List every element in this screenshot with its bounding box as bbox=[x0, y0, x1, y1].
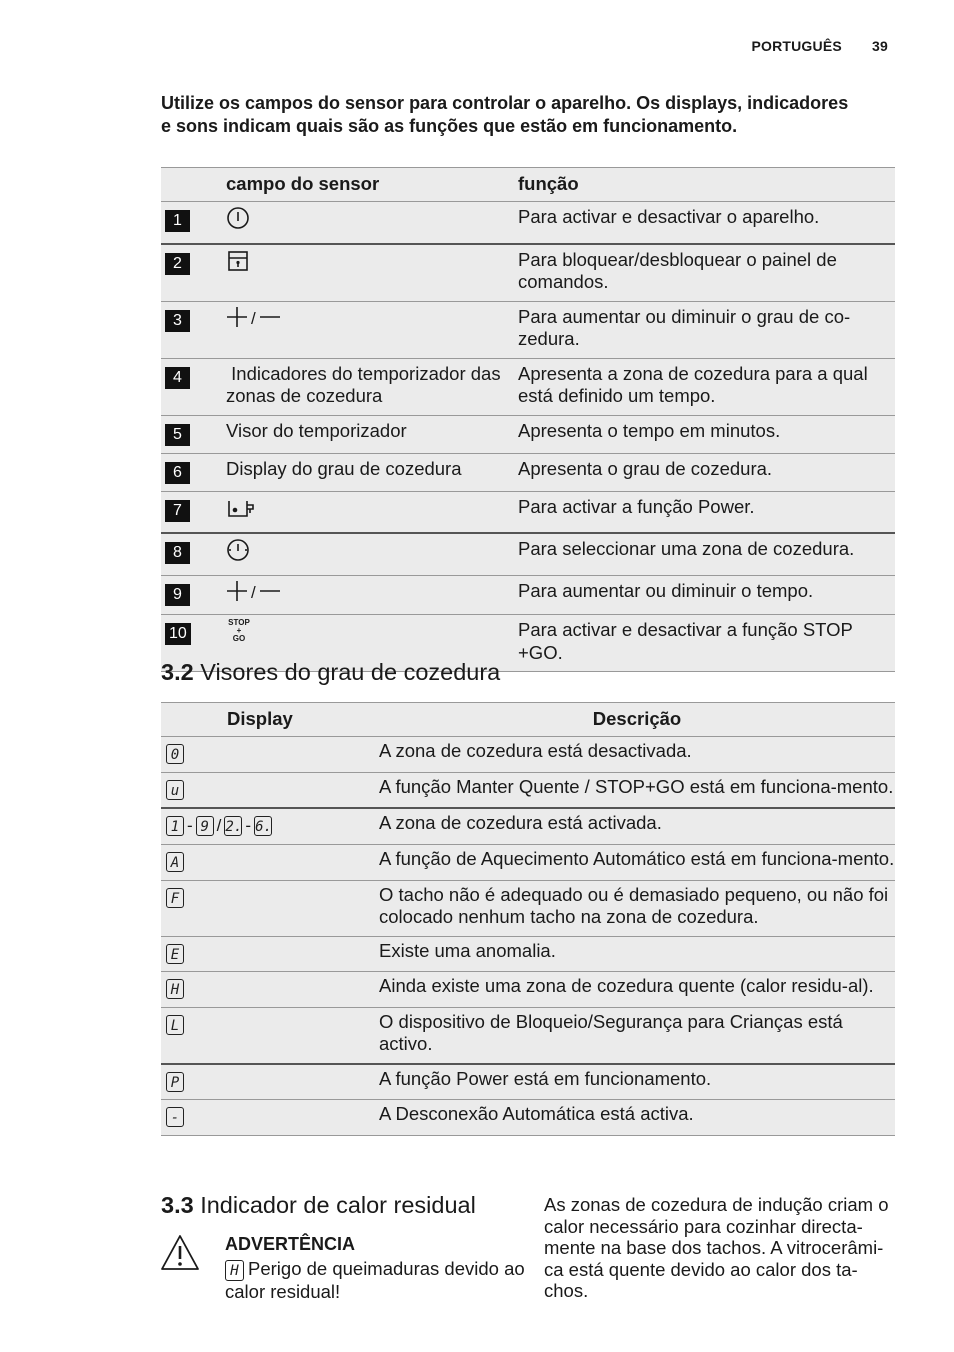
display-symbol-cell bbox=[161, 845, 379, 881]
display-description: A função de Aquecimento Automático está em funciona-mento. bbox=[379, 848, 895, 870]
segment-display-icon: 9 bbox=[196, 816, 214, 836]
function-description: Para activar e desactivar a função STOP +GO. bbox=[518, 619, 853, 663]
function-description: Para aumentar ou diminuir o grau de co-zedura. bbox=[518, 305, 851, 349]
display-symbol-cell bbox=[161, 972, 379, 1008]
display-table-row bbox=[161, 772, 895, 808]
sensor-field-cell bbox=[226, 358, 518, 415]
power-icon bbox=[226, 206, 250, 236]
segment-display-icon: 6. bbox=[254, 816, 272, 836]
section-number: 3.2 bbox=[161, 659, 194, 685]
display-table-row bbox=[161, 880, 895, 936]
plus-minus-icon bbox=[226, 580, 248, 608]
sensor-table-row bbox=[161, 533, 895, 575]
col-description: Descrição bbox=[592, 708, 682, 729]
segment-display-icon: u bbox=[166, 780, 184, 800]
separator: / bbox=[251, 583, 256, 602]
row-number-badge: 1 bbox=[165, 210, 190, 232]
display-table-row bbox=[161, 972, 895, 1008]
sensor-field-cell bbox=[226, 491, 518, 533]
sensor-field-label: Display do grau de cozedura bbox=[226, 457, 462, 479]
row-number-badge: 9 bbox=[165, 584, 190, 606]
segment-display-icon: 0 bbox=[166, 744, 184, 764]
display-symbol-cell bbox=[161, 880, 379, 936]
row-number-badge: 4 bbox=[165, 367, 190, 389]
display-table-row bbox=[161, 936, 895, 972]
function-description: Para aumentar ou diminuir o tempo. bbox=[518, 579, 814, 601]
display-symbol-cell bbox=[161, 1007, 379, 1064]
display-table-row bbox=[161, 845, 895, 881]
minus-icon bbox=[259, 580, 281, 608]
section-heading-3-3 bbox=[161, 1192, 476, 1219]
display-table-header bbox=[161, 703, 895, 737]
sensor-field-cell bbox=[226, 453, 518, 491]
sensor-field-cell bbox=[226, 202, 518, 244]
stop-go-label-stop: STOP bbox=[228, 618, 250, 628]
display-symbol-cell bbox=[161, 808, 379, 845]
segment-display-icon: E bbox=[166, 944, 184, 964]
sensor-field-label: Visor do temporizador bbox=[226, 419, 407, 441]
segment-display-icon: - bbox=[166, 1107, 184, 1127]
display-description: A zona de cozedura está desactivada. bbox=[379, 740, 692, 761]
warning-triangle-icon bbox=[160, 1234, 200, 1277]
function-description: Apresenta a zona de cozedura para a qual está definido um tempo. bbox=[518, 362, 868, 406]
display-symbol-cell bbox=[161, 737, 379, 773]
display-description: Existe uma anomalia. bbox=[379, 939, 556, 961]
display-table-row bbox=[161, 1064, 895, 1100]
sensor-table-row bbox=[161, 415, 895, 453]
intro-paragraph: Utilize os campos do sensor para controlar o aparelho. Os displays, indicadores e sons indicam quais são as funções que estão em funcionamento. bbox=[161, 93, 849, 136]
row-number-badge: 5 bbox=[165, 424, 190, 446]
segment-display-icon: H bbox=[166, 979, 184, 999]
display-description: O tacho não é adequado ou é demasiado pequeno, ou não foi colocado nenhum tacho na zona de cozedura. bbox=[379, 883, 889, 928]
separator: / bbox=[216, 815, 222, 835]
sensor-table-row bbox=[161, 575, 895, 615]
function-description: Para activar e desactivar o aparelho. bbox=[518, 206, 820, 227]
separator: - bbox=[187, 815, 193, 835]
sensor-table-header bbox=[161, 168, 895, 202]
function-description: Apresenta o tempo em minutos. bbox=[518, 419, 781, 441]
page-number: 39 bbox=[872, 38, 888, 54]
sensor-table-row bbox=[161, 202, 895, 244]
minus-icon bbox=[259, 306, 281, 334]
sensor-table-row bbox=[161, 244, 895, 302]
section-title: Visores do grau de cozedura bbox=[200, 659, 501, 685]
row-number-badge: 7 bbox=[165, 500, 190, 522]
power-function-icon bbox=[226, 496, 256, 526]
sensor-table-row bbox=[161, 301, 895, 358]
residual-heat-symbol-icon: H bbox=[225, 1260, 244, 1281]
display-description: A função Power está em funcionamento. bbox=[379, 1067, 712, 1089]
display-table-row bbox=[161, 1007, 895, 1064]
section-number: 3.3 bbox=[161, 1192, 194, 1218]
heat-setting-display-table bbox=[161, 702, 895, 1136]
segment-display-icon: P bbox=[166, 1072, 184, 1092]
display-symbol-cell bbox=[161, 1100, 379, 1136]
stop-go-label-go: GO bbox=[232, 634, 246, 644]
row-number-badge: 6 bbox=[165, 462, 190, 484]
sensor-field-cell bbox=[226, 575, 518, 615]
display-table-row bbox=[161, 1100, 895, 1136]
segment-display-icon: 1 bbox=[166, 816, 184, 836]
function-description: Para activar a função Power. bbox=[518, 495, 755, 517]
display-description: A Desconexão Automática está activa. bbox=[379, 1103, 694, 1125]
segment-display-icon: A bbox=[166, 852, 184, 872]
col-display: Display bbox=[227, 708, 293, 729]
display-description: O dispositivo de Bloqueio/Segurança para Crianças está activo. bbox=[379, 1010, 843, 1055]
section-heading-3-2 bbox=[161, 659, 500, 686]
sensor-table-row bbox=[161, 491, 895, 533]
row-number-badge: 10 bbox=[165, 623, 191, 645]
display-description: A zona de cozedura está activada. bbox=[379, 812, 662, 833]
section-title: Indicador de calor residual bbox=[200, 1192, 476, 1218]
timer-icon bbox=[226, 538, 250, 568]
display-symbol-cell bbox=[161, 772, 379, 808]
sensor-field-cell bbox=[226, 301, 518, 358]
warning-message: Perigo de queimaduras devido ao calor residual! bbox=[225, 1258, 525, 1302]
page-header bbox=[751, 38, 888, 54]
display-table-row bbox=[161, 808, 895, 845]
stop-go-label-plus: + bbox=[236, 626, 242, 636]
display-symbol-cell bbox=[161, 1064, 379, 1100]
sensor-field-table bbox=[161, 167, 895, 672]
separator: / bbox=[251, 309, 256, 328]
col-function: função bbox=[518, 173, 579, 194]
display-symbol-cell bbox=[161, 936, 379, 972]
sensor-field-cell bbox=[226, 415, 518, 453]
display-description: Ainda existe uma zona de cozedura quente (calor residu-al). bbox=[379, 975, 874, 997]
stop-go-icon bbox=[226, 619, 252, 643]
segment-display-icon: F bbox=[166, 888, 184, 908]
separator: - bbox=[245, 815, 252, 835]
display-table-row bbox=[161, 737, 895, 773]
warning-title: ADVERTÊNCIA bbox=[225, 1234, 356, 1254]
function-description: Apresenta o grau de cozedura. bbox=[518, 457, 773, 479]
sensor-field-cell bbox=[226, 533, 518, 575]
row-number-badge: 8 bbox=[165, 542, 190, 564]
row-number-badge: 2 bbox=[165, 253, 190, 275]
language-label: PORTUGUÊS bbox=[751, 38, 842, 54]
sensor-field-cell bbox=[226, 244, 518, 302]
function-description: Para seleccionar uma zona de cozedura. bbox=[518, 538, 855, 559]
row-number-badge: 3 bbox=[165, 310, 190, 332]
segment-display-icon: 2. bbox=[224, 816, 242, 836]
display-description: A função Manter Quente / STOP+GO está em funciona-mento. bbox=[379, 775, 894, 797]
function-description: Para bloquear/desbloquear o painel de comandos. bbox=[518, 248, 837, 292]
plus-minus-icon bbox=[226, 306, 248, 334]
sensor-field-label: Indicadores do temporizador das zonas de cozedura bbox=[226, 362, 506, 406]
col-sensor-field: campo do sensor bbox=[226, 173, 380, 194]
induction-note: As zonas de cozedura de indução criam o calor necessário para cozinhar directa-mente na base dos tachos. A vitrocerâmi-ca está quente devido ao calor dos ta-chos. bbox=[544, 1194, 889, 1301]
segment-display-icon: L bbox=[166, 1015, 184, 1035]
lock-icon bbox=[226, 249, 250, 279]
sensor-table-row bbox=[161, 358, 895, 415]
sensor-table-row bbox=[161, 453, 895, 491]
warning-text bbox=[225, 1258, 525, 1303]
